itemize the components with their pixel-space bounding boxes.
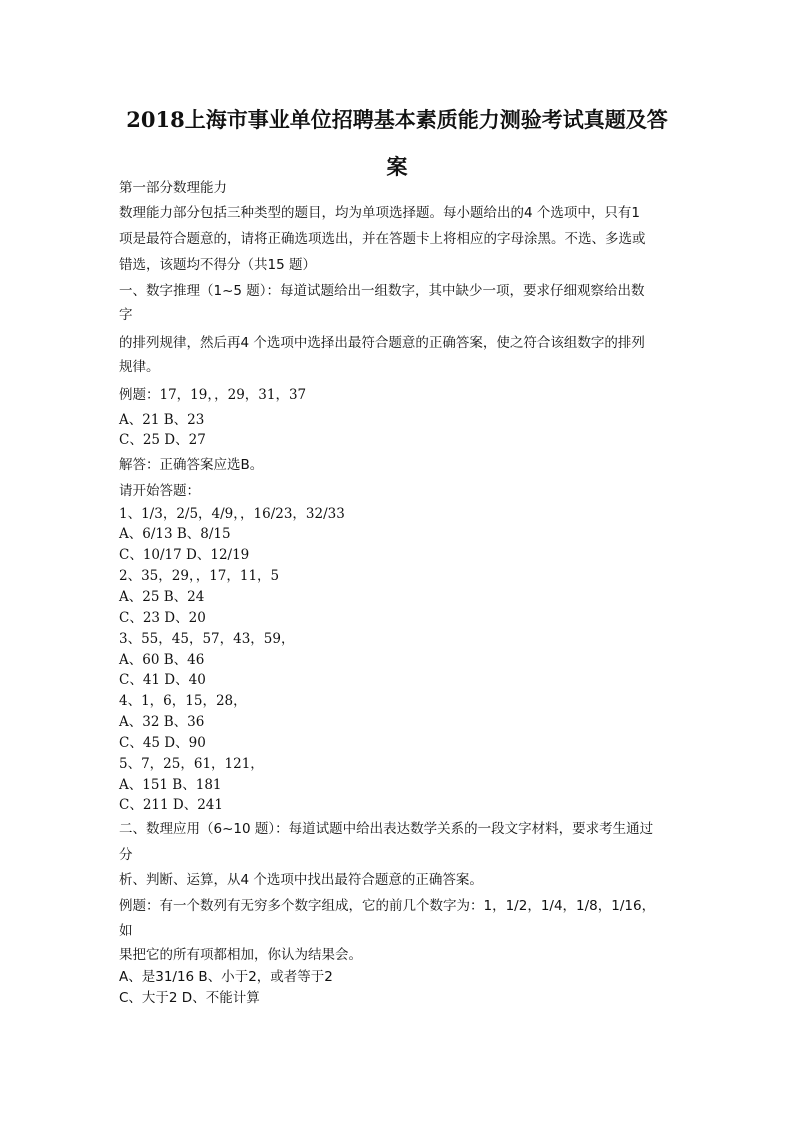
example-line: 例题：有一个数列有无穷多个数字组成，它的前几个数字为：1，1/2，1/4，1/8，1/16， <box>119 898 656 914</box>
option-line: A、60 B、46 <box>119 652 205 668</box>
paragraph-line: 的排列规律，然后再4 个选项中选择出最符合题意的正确答案，使之符合该组数字的排列 <box>119 335 645 351</box>
option-line: C、10/17 D、12/19 <box>119 547 250 563</box>
example-line: 例题：17，19，，29，31，37 <box>119 387 307 403</box>
option-line: A、是31/16 B、小于2，或者等于2 <box>119 969 333 985</box>
document-title-line-2: 案 <box>386 154 408 179</box>
question-line: 5、7，25，61，121， <box>119 756 264 772</box>
subsection-heading: 二、数理应用（6~10 题）：每道试题中给出表达数学关系的一段文字材料，要求考生通过 <box>119 821 654 837</box>
question-line: 1、1/3，2/5，4/9，，16/23，32/33 <box>119 506 345 522</box>
question-line: 3、55，45，57，43，59， <box>119 631 295 647</box>
document-title-line-1: 2018上海市事业单位招聘基本素质能力测验考试真题及答 <box>126 107 668 132</box>
paragraph-line: 字 <box>119 307 133 323</box>
question-line: 2、35，29，，17，11，5 <box>119 568 280 584</box>
paragraph-line: 如 <box>119 923 133 939</box>
option-line: C、45 D、90 <box>119 735 206 751</box>
paragraph-line: 错选，该题均不得分（共15 题） <box>119 257 316 273</box>
option-line: A、151 B、181 <box>119 777 222 793</box>
option-line: A、32 B、36 <box>119 714 205 730</box>
subsection-heading: 一、数字推理（1~5 题）：每道试题给出一组数字，其中缺少一项，要求仔细观察给出数 <box>119 283 645 299</box>
paragraph-line: 果把它的所有项都相加，你认为结果会。 <box>119 947 362 963</box>
answer-line: 解答：正确答案应选B。 <box>119 457 264 473</box>
option-line: A、6/13 B、8/15 <box>119 526 231 542</box>
paragraph-line: 数理能力部分包括三种类型的题目，均为单项选择题。每小题给出的4 个选项中，只有1 <box>119 205 640 221</box>
option-line: C、25 D、27 <box>119 432 206 448</box>
paragraph-line: 分 <box>119 847 133 863</box>
section-heading: 第一部分数理能力 <box>119 180 227 196</box>
option-line: C、大于2 D、不能计算 <box>119 990 260 1006</box>
option-line: C、41 D、40 <box>119 672 206 688</box>
paragraph-line: 析、判断、运算，从4 个选项中找出最符合题意的正确答案。 <box>119 872 483 888</box>
instruction-line: 请开始答题： <box>119 483 200 499</box>
option-line: A、25 B、24 <box>119 589 205 605</box>
paragraph-line: 项是最符合题意的，请将正确选项选出，并在答题卡上将相应的字母涂黑。不选、多选或 <box>119 231 646 247</box>
option-line: C、23 D、20 <box>119 610 206 626</box>
paragraph-line: 规律。 <box>119 359 160 375</box>
option-line: A、21 B、23 <box>119 412 205 428</box>
question-line: 4、1，6，15，28， <box>119 693 247 709</box>
option-line: C、211 D、241 <box>119 797 223 813</box>
